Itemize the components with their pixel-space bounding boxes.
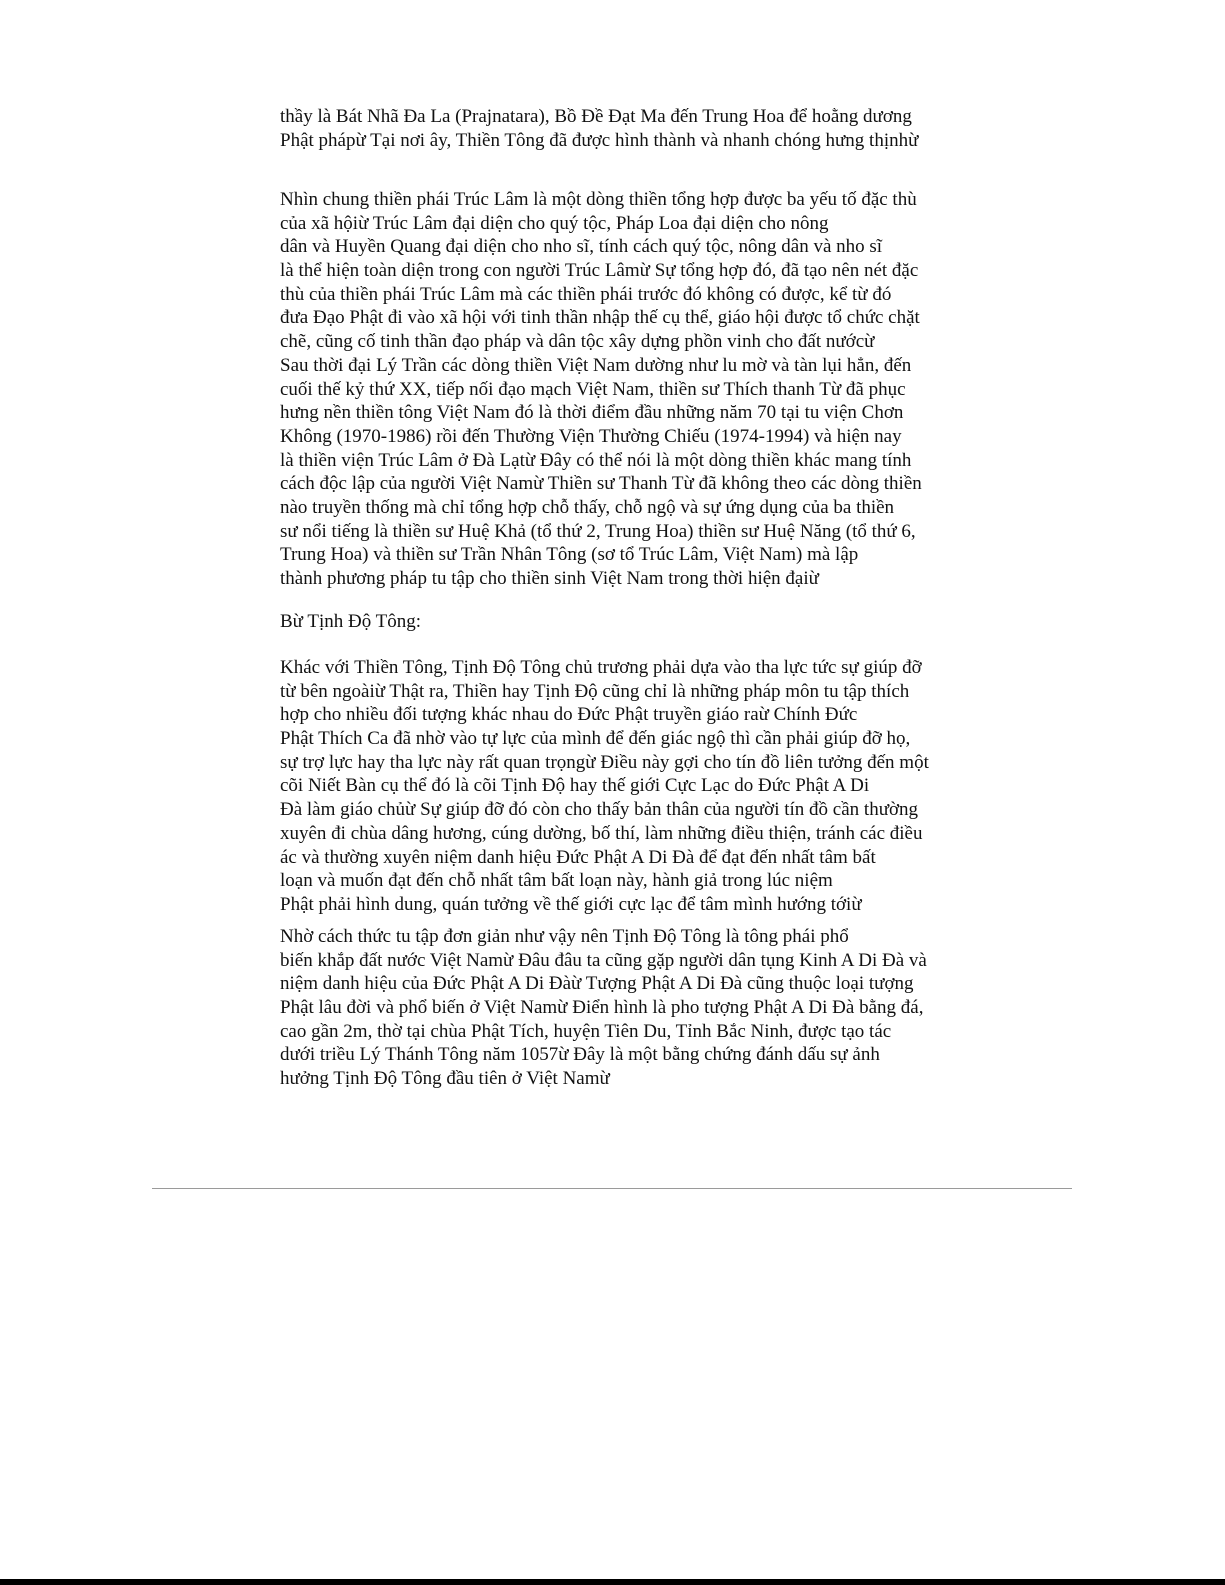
text-line: hưởng Tịnh Độ Tông đầu tiên ở Việt Namừ <box>280 1068 610 1090</box>
text-line: ác và thường xuyên niệm danh hiệu Đức Phật A Di Đà để đạt đến nhất tâm bất <box>280 846 876 868</box>
text-line: niệm danh hiệu của Đức Phật A Di Đàừ Tượng Phật A Di Đà cũng thuộc loại tượng <box>280 973 914 995</box>
page-bottom-edge <box>0 1579 1225 1585</box>
text-line: từ bên ngoàiừ Thật ra, Thiền hay Tịnh Độ cũng chỉ là những pháp môn tu tập thích <box>280 680 910 702</box>
text-line: thành phương pháp tu tập cho thiền sinh Việt Nam trong thời hiện đạiừ <box>280 568 819 589</box>
text-line: cách độc lập của người Việt Namừ Thiền sư Thanh Từ đã không theo các dòng thiền <box>280 473 922 495</box>
paragraph-3 <box>280 656 960 917</box>
text-line: Phật lâu đời và phổ biến ở Việt Namừ Điển hình là pho tượng Phật A Di Đà bằng đá, <box>280 997 924 1019</box>
text-line: Không (1970-1986) rồi đến Thường Viện Thường Chiếu (1974-1994) và hiện nay <box>280 425 902 447</box>
section-heading-b <box>280 610 960 634</box>
text-line: Phật phápừ Tại nơi ây, Thiền Tông đã được hình thành và nhanh chóng hưng thịnhừ <box>280 129 919 151</box>
paragraph-2 <box>280 188 960 591</box>
text-line: thầy là Bát Nhã Đa La (Prajnatara), Bồ Đề Đạt Ma đến Trung Hoa để hoằng dương <box>280 106 912 127</box>
paragraph-4 <box>280 925 960 1091</box>
text-line: của xã hộiừ Trúc Lâm đại diện cho quý tộc, Pháp Loa đại diện cho nông <box>280 212 829 234</box>
text-line: Phật Thích Ca đã nhờ vào tự lực của mình để đến giác ngộ thì cần phải giúp đỡ họ, <box>280 728 911 750</box>
text-line: là thể hiện toàn diện trong con người Trúc Lâmừ Sự tổng hợp đó, đã tạo nên nét đặc <box>280 260 919 282</box>
text-line: hưng nền thiền tông Việt Nam đó là thời điểm đầu những năm 70 tại tu viện Chơn <box>280 402 904 424</box>
text-line: là thiền viện Trúc Lâm ở Đà Lạtừ Đây có thể nói là một dòng thiền khác mang tính <box>280 449 912 471</box>
text-line: Khác với Thiền Tông, Tịnh Độ Tông chủ trương phải dựa vào tha lực tức sự giúp đỡ <box>280 657 922 678</box>
text-line: sự trợ lực hay tha lực này rất quan trọngừ Điều này gợi cho tín đồ liên tưởng đến một <box>280 751 929 773</box>
text-line: Nhờ cách thức tu tập đơn giản như vậy nên Tịnh Độ Tông là tông phái phổ <box>280 926 849 947</box>
text-line: cao gần 2m, thờ tại chùa Phật Tích, huyện Tiên Du, Tỉnh Bắc Ninh, được tạo tác <box>280 1020 892 1042</box>
text-line: Đà làm giáo chủừ Sự giúp đỡ đó còn cho thấy bản thân của người tín đồ cần thường <box>280 799 919 821</box>
text-line: xuyên đi chùa dâng hương, cúng dường, bố thí, làm những điều thiện, tránh các điều <box>280 822 923 844</box>
text-line: cõi Niết Bàn cụ thể đó là cõi Tịnh Độ hay thế giới Cực Lạc do Đức Phật A Di <box>280 775 870 797</box>
text-line: dân và Huyền Quang đại diện cho nho sĩ, tính cách quý tộc, nông dân và nho sĩ <box>280 236 883 258</box>
text-line: đưa Đạo Phật đi vào xã hội với tinh thần nhập thế cụ thể, giáo hội được tổ chức chặt <box>280 307 920 329</box>
text-line: Nhìn chung thiền phái Trúc Lâm là một dòng thiền tổng hợp được ba yếu tố đặc thù <box>280 189 917 210</box>
paragraph-1 <box>280 105 960 152</box>
text-line: thù của thiền phái Trúc Lâm mà các thiền phái trước đó không có được, kể từ đó <box>280 283 892 305</box>
text-line: sư nổi tiếng là thiền sư Huệ Khả (tổ thứ 2, Trung Hoa) thiền sư Huệ Năng (tổ thứ 6, <box>280 520 916 542</box>
text-line: nào truyền thống mà chỉ tổng hợp chỗ thấy, chỗ ngộ và sự ứng dụng của ba thiền <box>280 496 895 518</box>
text-line: Sau thời đại Lý Trần các dòng thiền Việt Nam dường như lu mờ và tàn lụi hẳn, đến <box>280 354 912 376</box>
text-line: chẽ, cũng cố tinh thần đạo pháp và dân tộc xây dựng phồn vinh cho đất nướcừ <box>280 331 875 353</box>
text-line: cuối thế kỷ thứ XX, tiếp nối đạo mạch Việt Nam, thiền sư Thích thanh Từ đã phục <box>280 378 906 400</box>
page-separator-line <box>152 1188 1072 1189</box>
text-line: Phật phải hình dung, quán tưởng về thế giới cực lạc để tâm mình hướng tớiừ <box>280 893 862 915</box>
text-line: loạn và muốn đạt đến chỗ nhất tâm bất loạn này, hành giả trong lúc niệm <box>280 870 833 892</box>
text-line: hợp cho nhiều đối tượng khác nhau do Đức Phật truyền giáo raừ Chính Đức <box>280 704 858 726</box>
section-heading: Bừ Tịnh Độ Tông: <box>280 611 422 632</box>
text-line: biến khắp đất nước Việt Namừ Đâu đâu ta cũng gặp người dân tụng Kinh A Di Đà và <box>280 949 927 971</box>
text-line: Trung Hoa) và thiền sư Trần Nhân Tông (sơ tổ Trúc Lâm, Việt Nam) mà lập <box>280 544 859 566</box>
text-line: dưới triều Lý Thánh Tông năm 1057ừ Đây là một bằng chứng đánh dấu sự ảnh <box>280 1044 880 1066</box>
